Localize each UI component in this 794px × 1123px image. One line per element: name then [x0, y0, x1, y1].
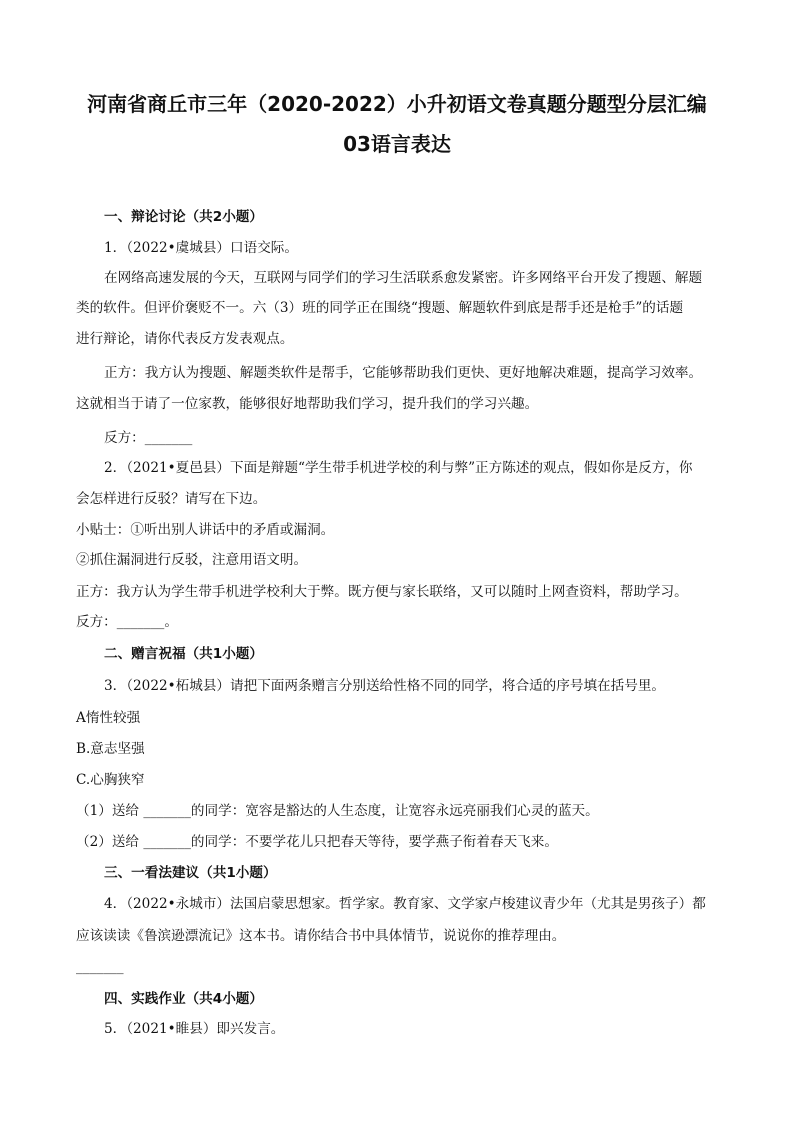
question-3-option-b: B.意志坚强 — [76, 741, 145, 757]
question-3-item-2: （2）送给 _______的同学：不要学花儿只把春天等待，要学燕子衔着春天飞来。 — [76, 834, 558, 850]
question-3-option-c: C.心胸狭窄 — [76, 772, 145, 788]
document-title-line2: 03语言表达 — [343, 132, 451, 156]
question-2-affirmative-line: 正方：我方认为学生带手机进学校利大于弊。既方便与家长联络，又可以随时上网查资料，帮助学习。 — [76, 584, 688, 600]
question-4-answer-blank: _______ — [76, 959, 124, 975]
question-1-text-line: 在网络高速发展的今天，互联网与同学们的学习生活联系愈发紧密。许多网络平台开发了搜题、解题 — [104, 270, 703, 286]
question-2-tip-line: ②抓住漏洞进行反驳，注意用语文明。 — [76, 552, 308, 568]
question-1-negative-blank: 反方：_______ — [104, 430, 193, 446]
question-5-header: 5．（2021•睢县）即兴发言。 — [104, 1021, 285, 1037]
question-2-negative-blank: 反方：_______。 — [76, 614, 178, 630]
question-1-text-line: 进行辩论，请你代表反方发表观点。 — [76, 331, 294, 347]
question-3-item-1: （1）送给 _______的同学：宽容是豁达的人生态度，让宽容永远亮丽我们心灵的蓝天。 — [76, 803, 599, 819]
question-1-affirmative-line: 正方：我方认为搜题、解题类软件是帮手，它能够帮助我们更快、更好地解决难题，提高学习效率。 — [104, 365, 703, 381]
section-heading-opinion: 三、一看法建议（共1小题） — [104, 865, 277, 881]
question-2-text-line: 会怎样进行反驳？请写在下边。 — [76, 491, 267, 507]
section-heading-practice: 四、实践作业（共4小题） — [104, 991, 263, 1007]
question-4-text-line: 应该读读《鲁滨逊漂流记》这本书。请你结合书中具体情节，说说你的推荐理由。 — [76, 928, 566, 944]
section-heading-farewell: 二、赠言祝福（共1小题） — [104, 646, 263, 662]
question-2-header: 2．（2021•夏邑县）下面是辩题“学生带手机进学校的利与弊”正方陈述的观点，假如你是反方，你 — [104, 460, 693, 476]
question-1-header: 1．（2022•虞城县）口语交际。 — [104, 240, 298, 256]
question-2-tip-line: 小贴士：①听出别人讲话中的矛盾或漏洞。 — [76, 522, 335, 538]
question-1-affirmative-line: 这就相当于请了一位家教，能够很好地帮助我们学习，提升我们的学习兴趣。 — [76, 396, 539, 412]
question-1-text-line: 类的软件。但评价褒贬不一。六（3）班的同学正在围绕“搜题、解题软件到底是帮手还是枪手”的话题 — [76, 300, 684, 316]
section-heading-debate: 一、辩论讨论（共2小题） — [104, 209, 263, 225]
question-4-header: 4．（2022•永城市）法国启蒙思想家。哲学家。教育家、文学家卢梭建议青少年（尤其是男孩子）都 — [104, 896, 706, 912]
question-3-header: 3．（2022•柘城县）请把下面两条赠言分别送给性格不同的同学，将合适的序号填在括号里。 — [104, 678, 666, 694]
question-3-option-a: A惰性较强 — [76, 710, 141, 726]
document-title-line1: 河南省商丘市三年（2020-2022）小升初语文卷真题分题型分层汇编 — [87, 92, 707, 116]
